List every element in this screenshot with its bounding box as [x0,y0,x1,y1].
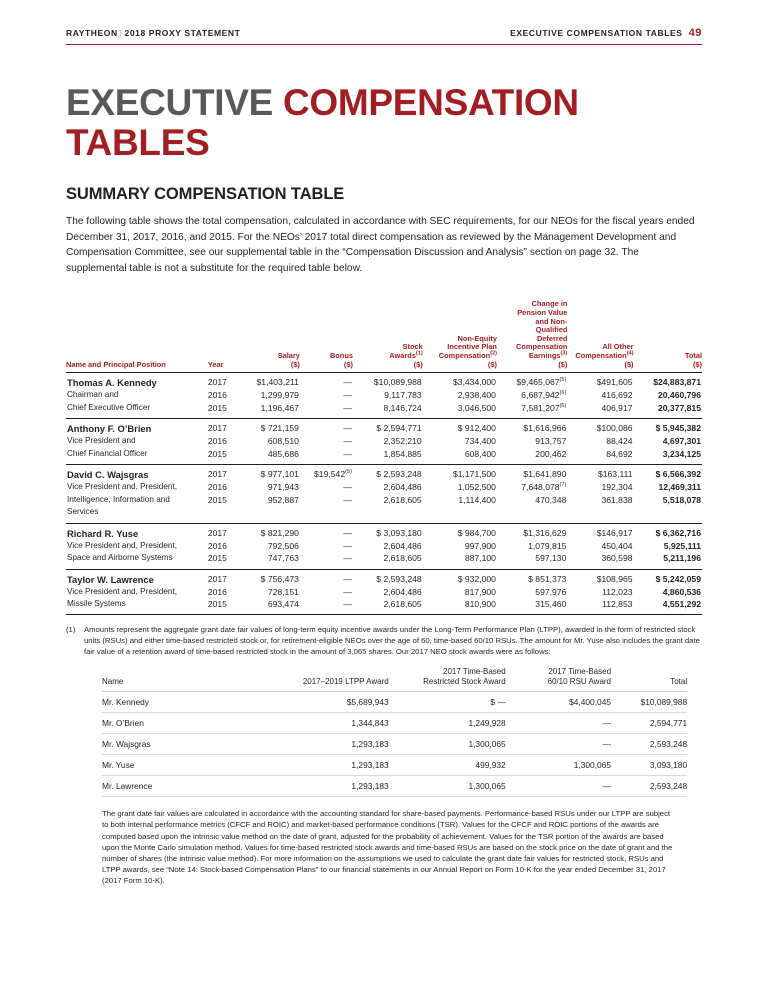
row-nonequity: 3,046,500 [457,402,496,413]
document-name: 2018 PROXY STATEMENT [124,28,241,38]
row-pension [497,389,567,402]
subtable-th-restricted [389,667,506,692]
row-stock-awards: $ 2,593,248 [353,569,423,586]
row-pension: 315,460 [535,599,567,610]
row-bonus: — [343,540,352,551]
th-allother-unit: ($) [624,359,634,369]
list-item [102,734,687,755]
row-stock-awards: 2,352,210 [383,436,422,447]
th-nonequity-label3: Compensation [438,350,491,360]
row-year: 2015 [207,599,227,610]
brand-name: RAYTHEON [66,28,118,38]
row-pension: 470,348 [535,494,567,505]
table-row [66,540,702,553]
table-row [66,586,702,599]
row-year: 2015 [207,402,227,413]
table-row [66,402,702,419]
row-stock-awards: 2,618,605 [383,553,422,564]
row-bonus: — [343,494,352,505]
subtable-ltpp: 1,293,183 [260,734,389,755]
row-total: 12,469,311 [658,482,701,493]
row-year: 2017 [204,465,237,482]
row-filler [204,506,702,523]
officer-name: Taylor W. Lawrence [66,569,204,586]
row-stock-awards: $ 2,593,248 [353,465,423,482]
list-item [102,776,687,797]
row-total: 3,234,125 [662,448,701,459]
subtable-restricted: 1,300,065 [389,776,506,797]
list-item [102,713,687,734]
row-allother: $108,965 [567,569,633,586]
row-salary: 952,887 [267,494,299,505]
row-bonus: — [343,448,352,459]
footnote-marker: (1) [66,624,76,634]
row-bonus-value: $19,542 [314,469,346,480]
footnote-1 [66,624,702,658]
closing-paragraph: The grant date fair values are calculated in accordance with the accounting standard for share-based payments. Performance-based RSUs under our LTPP are subject to both internal performance metrics (CFCF and ROIC) and market-based performance conditions (TSR). Values for the CFCF and ROIC portions of the awards are computed based upon the intrinsic value method on the date of grant, adjusted for the probability of achievement. Values for the TSR portion of the awards are based upon the Monte Carlo simulation method. Values for time-based restricted stock awards and time-based RSUs are based on the stock price on the date of grant and the number of shares (the intrinsic value method). For more information on the assumptions we used to calculate the grant date fair values for restricted stock, RSUs and LTPP awards, see “Note 14: Stock-based Compensation Plans” to our financial statements in our Annual Report on Form 10-K for the year ended December 31, 2017 (2017 Form 10-K). [102,809,673,886]
row-pension: 200,462 [535,448,567,459]
page-title [66,83,702,163]
row-salary: 747,763 [267,553,299,564]
row-stock-awards: 2,618,605 [383,494,422,505]
row-allother: $491,605 [596,377,633,388]
subtable-name: Mr. Yuse [102,755,260,776]
row-allother: $163,111 [567,465,633,482]
officer-subtitle: Vice President and, President, [67,586,177,596]
officer-subtitle: Chief Financial Officer [67,448,148,458]
subtable-rsu: — [506,734,611,755]
subtable-th-restricted-l1: 2017 Time-Based [443,667,506,677]
officer-subtitle: Intelligence, Information and [67,494,170,504]
th-allother-label2: Compensation [575,350,627,360]
row-year: 2016 [207,482,227,493]
th-pension-unit: ($) [558,359,568,369]
officer-subtitle: Vice President and, President, [67,482,177,492]
row-total: 5,925,111 [663,540,701,551]
row-allother: $100,086 [567,419,633,436]
row-stock-awards: $ 3,093,180 [353,523,423,540]
subtable-name: Mr. Lawrence [102,776,260,797]
subtable-ltpp: $5,689,943 [260,692,389,713]
officer-subtitle: Services [67,507,99,517]
row-stock-awards: 2,604,486 [383,540,422,551]
subtable-total: 2,593,248 [611,776,687,797]
row-year: 2016 [207,586,227,597]
th-salary-label: Salary [277,350,300,360]
th-salary-unit: ($) [290,359,300,369]
row-pension: 913,757 [535,436,567,447]
row-nonequity: $ 932,000 [423,569,497,586]
row-salary: 792,506 [267,540,299,551]
th-nonequity [423,300,497,372]
row-bonus: — [300,523,353,540]
officer-name: David C. Wajsgras [66,465,204,482]
row-salary: 728,151 [267,586,299,597]
row-pension-value: 6,687,942 [521,390,560,401]
row-allother: 416,692 [601,390,633,401]
subtable-ltpp: 1,344,843 [260,713,389,734]
row-pension-sup: (6) [559,390,567,397]
row-bonus [300,465,353,482]
row-bonus: — [343,436,352,447]
row-allother: 360,598 [601,553,633,564]
row-pension: 597,976 [535,586,567,597]
th-stock-awards-label1: Stock [402,342,423,352]
page-number: 49 [688,27,702,39]
row-total: 20,377,815 [657,402,701,413]
row-salary: 1,196,467 [260,402,299,413]
row-stock-awards: 1,854,885 [383,448,422,459]
subtable-th-total: Total [611,667,687,692]
row-bonus-sup: (5) [345,469,352,476]
subtable-name: Mr. O’Brien [102,713,260,734]
th-pension-label6: Compensation [516,342,568,352]
subtable-th-rsu-l1: 2017 Time-Based [548,667,612,677]
row-nonequity: 810,900 [464,599,496,610]
row-salary: 1,299,979 [260,390,299,401]
row-year: 2017 [204,523,237,540]
officer-subtitle: Vice President and [67,436,136,446]
row-salary: $ 977,101 [237,465,300,482]
row-pension-sup: (6) [559,402,567,409]
row-nonequity: 1,052,500 [457,482,496,493]
row-bonus: — [343,482,352,493]
row-pension [497,402,567,419]
table-row [66,598,702,614]
list-item [102,692,687,713]
subtable-total: 2,594,771 [611,713,687,734]
row-year: 2015 [207,494,227,505]
summary-compensation-table [66,300,702,613]
th-stock-awards-label2: Awards [389,350,416,360]
row-pension-sup: (5) [559,377,567,384]
row-bonus: — [343,586,352,597]
row-nonequity: 734,400 [464,436,496,447]
summary-compensation-body [66,373,702,614]
row-total: $ 6,362,716 [634,523,702,540]
subtable-restricted: 1,249,928 [389,713,506,734]
th-nonequity-label2: Incentive Plan [447,342,497,352]
subtable-rsu: — [506,713,611,734]
row-total: $ 5,242,059 [634,569,702,586]
th-stock-awards-unit: ($) [413,359,423,369]
th-nonequity-sup: (2) [490,350,497,357]
th-total [634,300,702,372]
header-separator: | [119,28,123,38]
row-nonequity: 2,938,400 [457,390,496,401]
row-nonequity: 997,900 [464,540,496,551]
row-pension-sup: (7) [559,482,567,489]
row-pension: $1,641,890 [497,465,567,482]
table-row [66,506,702,523]
th-nonequity-unit: ($) [487,359,497,369]
subtable-rsu: 1,300,065 [506,755,611,776]
subtable-total: $10,089,988 [611,692,687,713]
th-year [204,300,237,372]
row-year: 2016 [207,436,227,447]
row-year: 2017 [207,377,227,388]
th-bonus-label: Bonus [329,350,353,360]
table-row [66,523,702,540]
row-allother: 192,304 [601,482,633,493]
row-salary: $ 821,290 [237,523,300,540]
row-total: 4,551,292 [662,599,701,610]
row-salary: 485,686 [267,448,299,459]
row-nonequity: 608,400 [464,448,496,459]
row-bonus: — [300,569,353,586]
row-salary: 693,474 [267,599,299,610]
row-nonequity: 817,900 [464,586,496,597]
row-total: $ 5,945,382 [634,419,702,436]
row-total: $24,883,871 [653,377,701,388]
table-row [66,569,702,586]
row-pension: 1,079,815 [528,540,567,551]
officer-subtitle: Space and Airborne Systems [67,553,173,563]
row-stock-awards: 8,146,724 [383,402,422,413]
row-stock-awards: $ 2,594,771 [353,419,423,436]
row-bonus: — [300,419,353,436]
footnote-text: Amounts represent the aggregate grant date fair values of long-term equity incentive awards under the Long-Term Performance Plan (LTPP), awarded in the form of restricted stock units (RSUs) and either time-based restricted stock or, for retirement-eligible NEOs over the age of 60, time-based 60/10 RSUs. The amount for Mr. Yuse also includes the grant date fair value of a retention award of time-based restricted stock in the amount of 3,065 shares. Our 2017 NEO stock awards were as follows: [84,624,700,657]
subtable-total: 3,093,180 [611,755,687,776]
row-stock-awards: 2,618,605 [383,599,422,610]
subtable-restricted: 1,300,065 [389,734,506,755]
th-total-unit: ($) [692,359,702,369]
row-bonus: — [343,390,352,401]
running-header-right [510,27,702,39]
row-allother: 406,917 [601,402,633,413]
row-total: $ 6,566,392 [634,465,702,482]
officer-subtitle: Vice President and, President, [67,540,177,550]
row-allother: 84,692 [606,448,633,459]
table-row [66,389,702,402]
th-bonus [300,300,353,372]
table-row [66,481,702,494]
table-row [66,419,702,436]
th-name-label: Name and Principal Position [66,359,166,369]
row-salary: $ 721,159 [237,419,300,436]
row-year: 2015 [207,448,227,459]
running-header [66,0,702,45]
officer-name: Richard R. Yuse [66,523,204,540]
stock-awards-breakdown-table [102,667,687,797]
th-pension-label4: Qualified [535,325,568,335]
row-total: 5,518,078 [662,494,701,505]
row-stock-awards: 2,604,486 [383,586,422,597]
running-header-left [66,28,240,38]
row-total: 4,860,536 [662,586,701,597]
row-allother: 88,424 [606,436,633,447]
row-bonus: — [343,599,352,610]
subtable-restricted: $ — [389,692,506,713]
th-name [66,300,204,372]
row-pension-value: 7,648,078 [521,482,560,493]
row-pension: $1,316,629 [497,523,567,540]
table-row [66,494,702,507]
subtable-ltpp: 1,293,183 [260,776,389,797]
table-row [66,435,702,448]
subtable-rsu: $4,400,045 [506,692,611,713]
row-total: 20,460,796 [657,390,701,401]
subtable-th-name: Name [102,667,260,692]
subtable-th-rsu [506,667,611,692]
row-year: 2016 [207,540,227,551]
section-label: EXECUTIVE COMPENSATION TABLES [510,28,683,38]
row-nonequity: $ 984,700 [423,523,497,540]
row-salary: 971,943 [267,482,299,493]
row-pension [497,373,567,390]
row-pension: $ 851,373 [497,569,567,586]
row-allother: $146,917 [567,523,633,540]
row-pension [497,481,567,494]
row-total: 4,697,301 [662,436,701,447]
row-bonus: — [343,402,352,413]
row-stock-awards: 2,604,486 [383,482,422,493]
subtable-ltpp: 1,293,183 [260,755,389,776]
subtable-total: 2,593,248 [611,734,687,755]
row-allother: 450,404 [601,540,633,551]
row-salary: $ 756,473 [237,569,300,586]
row-nonequity: 1,114,400 [458,494,496,505]
section-heading: SUMMARY COMPENSATION TABLE [66,185,345,203]
page-title-part1: EXECUTIVE [66,82,283,123]
row-nonequity: $3,434,000 [452,377,496,388]
th-pension-sup: (3) [560,350,568,357]
th-stock-awards-sup: (1) [415,350,423,357]
page-title-part2: COMPENSATION TABLES [66,82,579,163]
row-year: 2015 [207,553,227,564]
th-pension [497,300,567,372]
row-year: 2017 [204,569,237,586]
row-allother: 112,023 [602,586,633,597]
th-allother-label1: All Other [602,342,634,352]
section-intro-paragraph: The following table shows the total compensation, calculated in accordance with SEC requirements, for our NEOs for the fiscal years ended December 31, 2017, 2016, and 2015. For the NEOs’ 2017 total direct compensation as reviewed by the Management Development and Compensation Committee, see our supplemental table in the “Compensation Discussion and Analysis” section on page 32. The supplemental table is not a substitute for the required table below. [66,216,695,274]
th-pension-label5: Deferred [536,333,568,343]
subtable-name: Mr. Wajsgras [102,734,260,755]
row-pension: $1,616,966 [497,419,567,436]
row-year: 2017 [204,419,237,436]
subtable-th-rsu-l2: 60/10 RSU Award [547,677,612,687]
subtable-name: Mr. Kennedy [102,692,260,713]
row-stock-awards: 9,117,783 [384,390,422,401]
row-total: 5,211,196 [663,553,701,564]
th-stock-awards [353,300,423,372]
row-nonequity: 887,100 [464,553,496,564]
officer-subtitle: Chief Executive Officer [67,402,151,412]
row-pension-value: 7,581,207 [521,402,560,413]
th-pension-label7: Earnings [528,350,561,360]
table-row [66,465,702,482]
th-pension-label1: Change in [531,299,568,309]
subtable-rsu: — [506,776,611,797]
row-allother: 361,838 [601,494,633,505]
th-nonequity-label1: Non-Equity [457,333,497,343]
subtable-th-restricted-l2: Restricted Stock Award [423,677,506,687]
officer-subtitle: Chairman and [67,390,119,400]
row-stock-awards: $10,089,988 [373,377,422,388]
subtable-th-ltpp: 2017–2019 LTPP Award [260,667,389,692]
row-bonus: — [343,553,352,564]
th-total-label: Total [684,350,702,360]
th-salary [237,300,300,372]
th-pension-label3: and Non- [535,316,568,326]
th-bonus-unit: ($) [343,359,353,369]
officer-name: Anthony F. O’Brien [66,419,204,436]
row-pension-value: $9,465,067 [516,377,560,388]
table-row [66,448,702,465]
th-allother [567,300,633,372]
row-nonequity: $1,171,500 [423,465,497,482]
officer-name: Thomas A. Kennedy [67,377,157,389]
row-nonequity: $ 912,400 [423,419,497,436]
list-item [102,755,687,776]
officer-subtitle: Missile Systems [67,599,126,609]
row-pension: 597,130 [535,553,567,564]
row-allother: 112,853 [602,599,633,610]
row-salary: $1,403,211 [256,377,299,388]
th-allother-sup: (4) [626,350,634,357]
subtable-restricted: 499,932 [389,755,506,776]
row-salary: 608,510 [267,436,299,447]
table-row [66,373,702,390]
th-pension-label2: Pension Value [517,307,568,317]
table-row [66,552,702,569]
th-year-label: Year [207,359,224,369]
row-year: 2016 [207,390,227,401]
row-bonus: — [343,377,352,388]
